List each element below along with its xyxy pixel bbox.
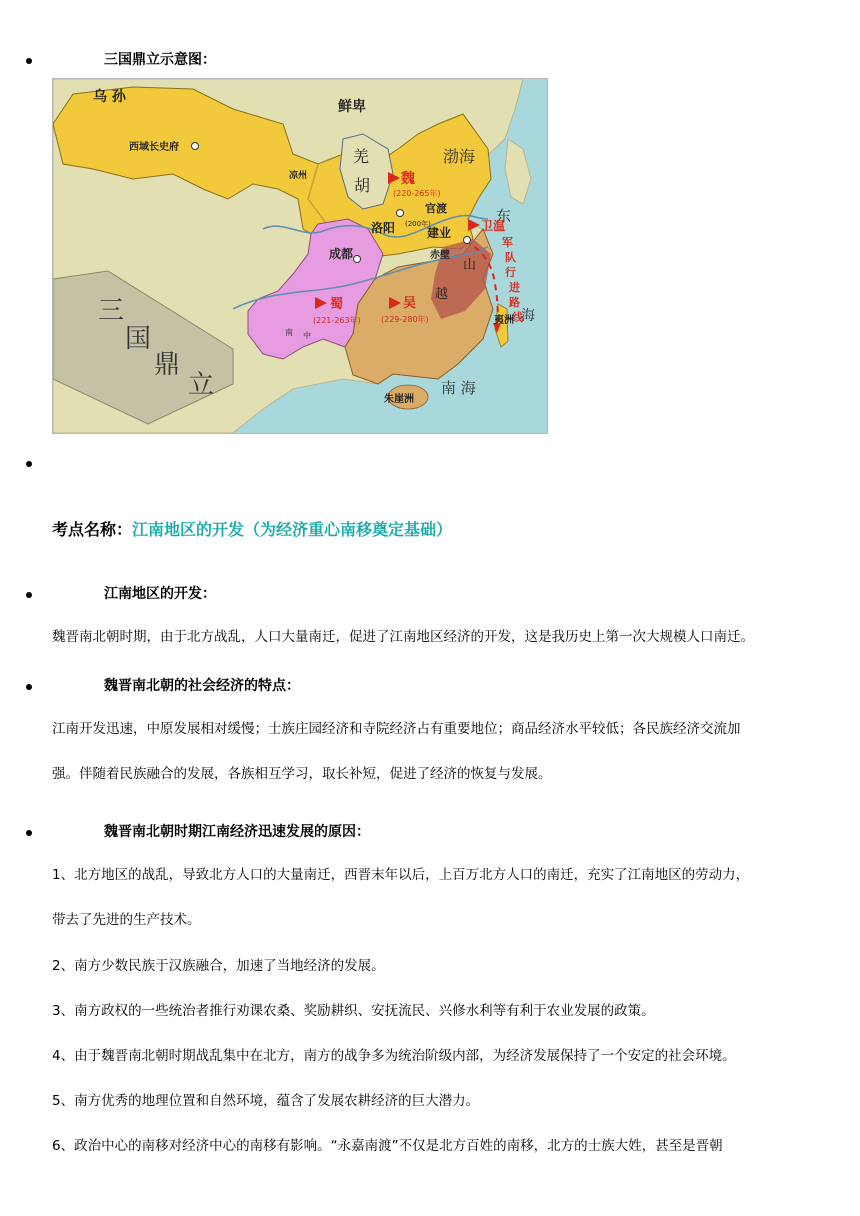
section-paragraph-line: 带去了先进的生产技术。 [52, 912, 201, 928]
map-label-shu: 蜀 [330, 297, 344, 312]
section-heading: 江南地区的开发： [104, 586, 216, 602]
map-label-chibi: 赤壁 [430, 250, 450, 261]
map-label-yizhou: 夷洲 [494, 315, 514, 326]
map-label-nanzhong-zhong: 中 [303, 331, 311, 340]
section-paragraph-line: 3、南方政权的一些统治者推行劝课农桑、奖励耕织、安抚流民、兴修水利等有利于农业发展的政策。 [52, 1003, 655, 1019]
bullet-dot [26, 58, 32, 64]
map-route-char: 行 [505, 266, 516, 279]
map-label-weiwen: 卫温 [481, 219, 506, 233]
map-label-nanhai: 南 海 [441, 379, 476, 397]
map-label-qiang: 羌 [353, 147, 370, 166]
map-plaque-char: 三 [98, 296, 125, 326]
map-label-hai: 海 [521, 308, 535, 324]
map-label-nanzhong-nan: 南 [285, 328, 293, 337]
section-paragraph-line: 江南开发迅速，中原发展相对缓慢；士族庄园经济和寺院经济占有重要地位；商品经济水平较低；各民族经济交流加 [52, 721, 741, 737]
section-paragraph-line: 2、南方少数民族于汉族融合，加速了当地经济的发展。 [52, 958, 385, 974]
bullet-dot [26, 461, 32, 467]
section-paragraph-line: 1、北方地区的战乱，导致北方人口的大量南迁，西晋末年以后，上百万北方人口的南迁，充实了江南地区的劳动力， [52, 867, 750, 883]
map-label-guandu-year: (200年) [405, 220, 431, 228]
map-label-guandu: 官渡 [425, 202, 447, 215]
section-paragraph-line: 4、由于魏晋南北朝时期战乱集中在北方，南方的战争多为统治阶级内部，为经济发展保持了一个安定的社会环境。 [52, 1048, 736, 1064]
kaodian-title [52, 517, 452, 540]
map-label-shan: 山 [463, 258, 477, 273]
map-label-wu-years: (229-280年) [381, 315, 429, 324]
map-route-char: 路 [509, 296, 520, 309]
kaodian-topic: 江南地区的开发（为经济重心南移奠定基础） [132, 520, 453, 539]
map-route-char: 线 [512, 311, 523, 324]
bullet-dot [26, 592, 32, 598]
section-paragraph-line: 强。伴随着民族融合的发展，各族相互学习，取长补短，促进了经济的恢复与发展。 [52, 766, 552, 782]
map-label-shu-years: (221-263年) [313, 316, 361, 325]
map-label-liangzhou: 凉州 [289, 171, 308, 181]
map-label-wusun: 乌 孙 [93, 89, 126, 105]
map-label-dong: 东 [496, 207, 512, 225]
section-paragraph-line: 6、政治中心的南移对经济中心的南移有影响。“永嘉南渡”不仅是北方百姓的南移，北方的士族大姓，甚至是晋朝 [52, 1138, 723, 1154]
map-marker-jianye [464, 237, 471, 244]
map-label-zhuyazhou: 朱崖洲 [384, 394, 414, 405]
section-paragraph-line: 魏晋南北朝时期，由于北方战乱，人口大量南迁，促进了江南地区经济的开发，这是我历史上第一次大规模人口南迁。 [52, 629, 754, 645]
three-kingdoms-map [52, 78, 548, 434]
section-heading: 魏晋南北朝的社会经济的特点： [104, 678, 300, 694]
section-heading: 魏晋南北朝时期江南经济迅速发展的原因： [104, 824, 370, 840]
map-marker-chengdu [354, 256, 361, 263]
map-heading: 三国鼎立示意图： [104, 52, 216, 68]
map-marker-luoyang [397, 210, 404, 217]
map-plaque-char: 立 [188, 370, 215, 400]
bullet-dot [26, 684, 32, 690]
map-label-wu: 吴 [403, 296, 417, 311]
map-label-bohai: 渤海 [443, 147, 476, 166]
map-label-hu: 胡 [354, 176, 371, 195]
map-label-xianbei: 鲜卑 [338, 99, 366, 115]
map-label-luoyang: 洛阳 [371, 221, 396, 235]
kaodian-prefix: 考点名称： [52, 520, 133, 539]
map-label-jianye: 建业 [427, 226, 452, 240]
section-paragraph-line: 5、南方优秀的地理位置和自然环境，蕴含了发展农耕经济的巨大潜力。 [52, 1093, 480, 1109]
map-label-chengdu: 成都 [329, 247, 354, 261]
map-route-char: 队 [505, 251, 516, 264]
map-label-wei: 魏 [401, 171, 415, 187]
map-label-xiyu: 西域长史府 [129, 142, 179, 153]
map-plaque-char: 国 [125, 324, 152, 354]
map-plaque-char: 鼎 [154, 350, 181, 380]
map-route-char: 进 [509, 281, 520, 294]
map-route-char: 军 [502, 236, 513, 249]
map-label-wei-years: (220-265年) [393, 189, 441, 198]
map-label-yue: 越 [435, 287, 449, 302]
map-marker-xiyu [192, 143, 199, 150]
bullet-dot [26, 830, 32, 836]
